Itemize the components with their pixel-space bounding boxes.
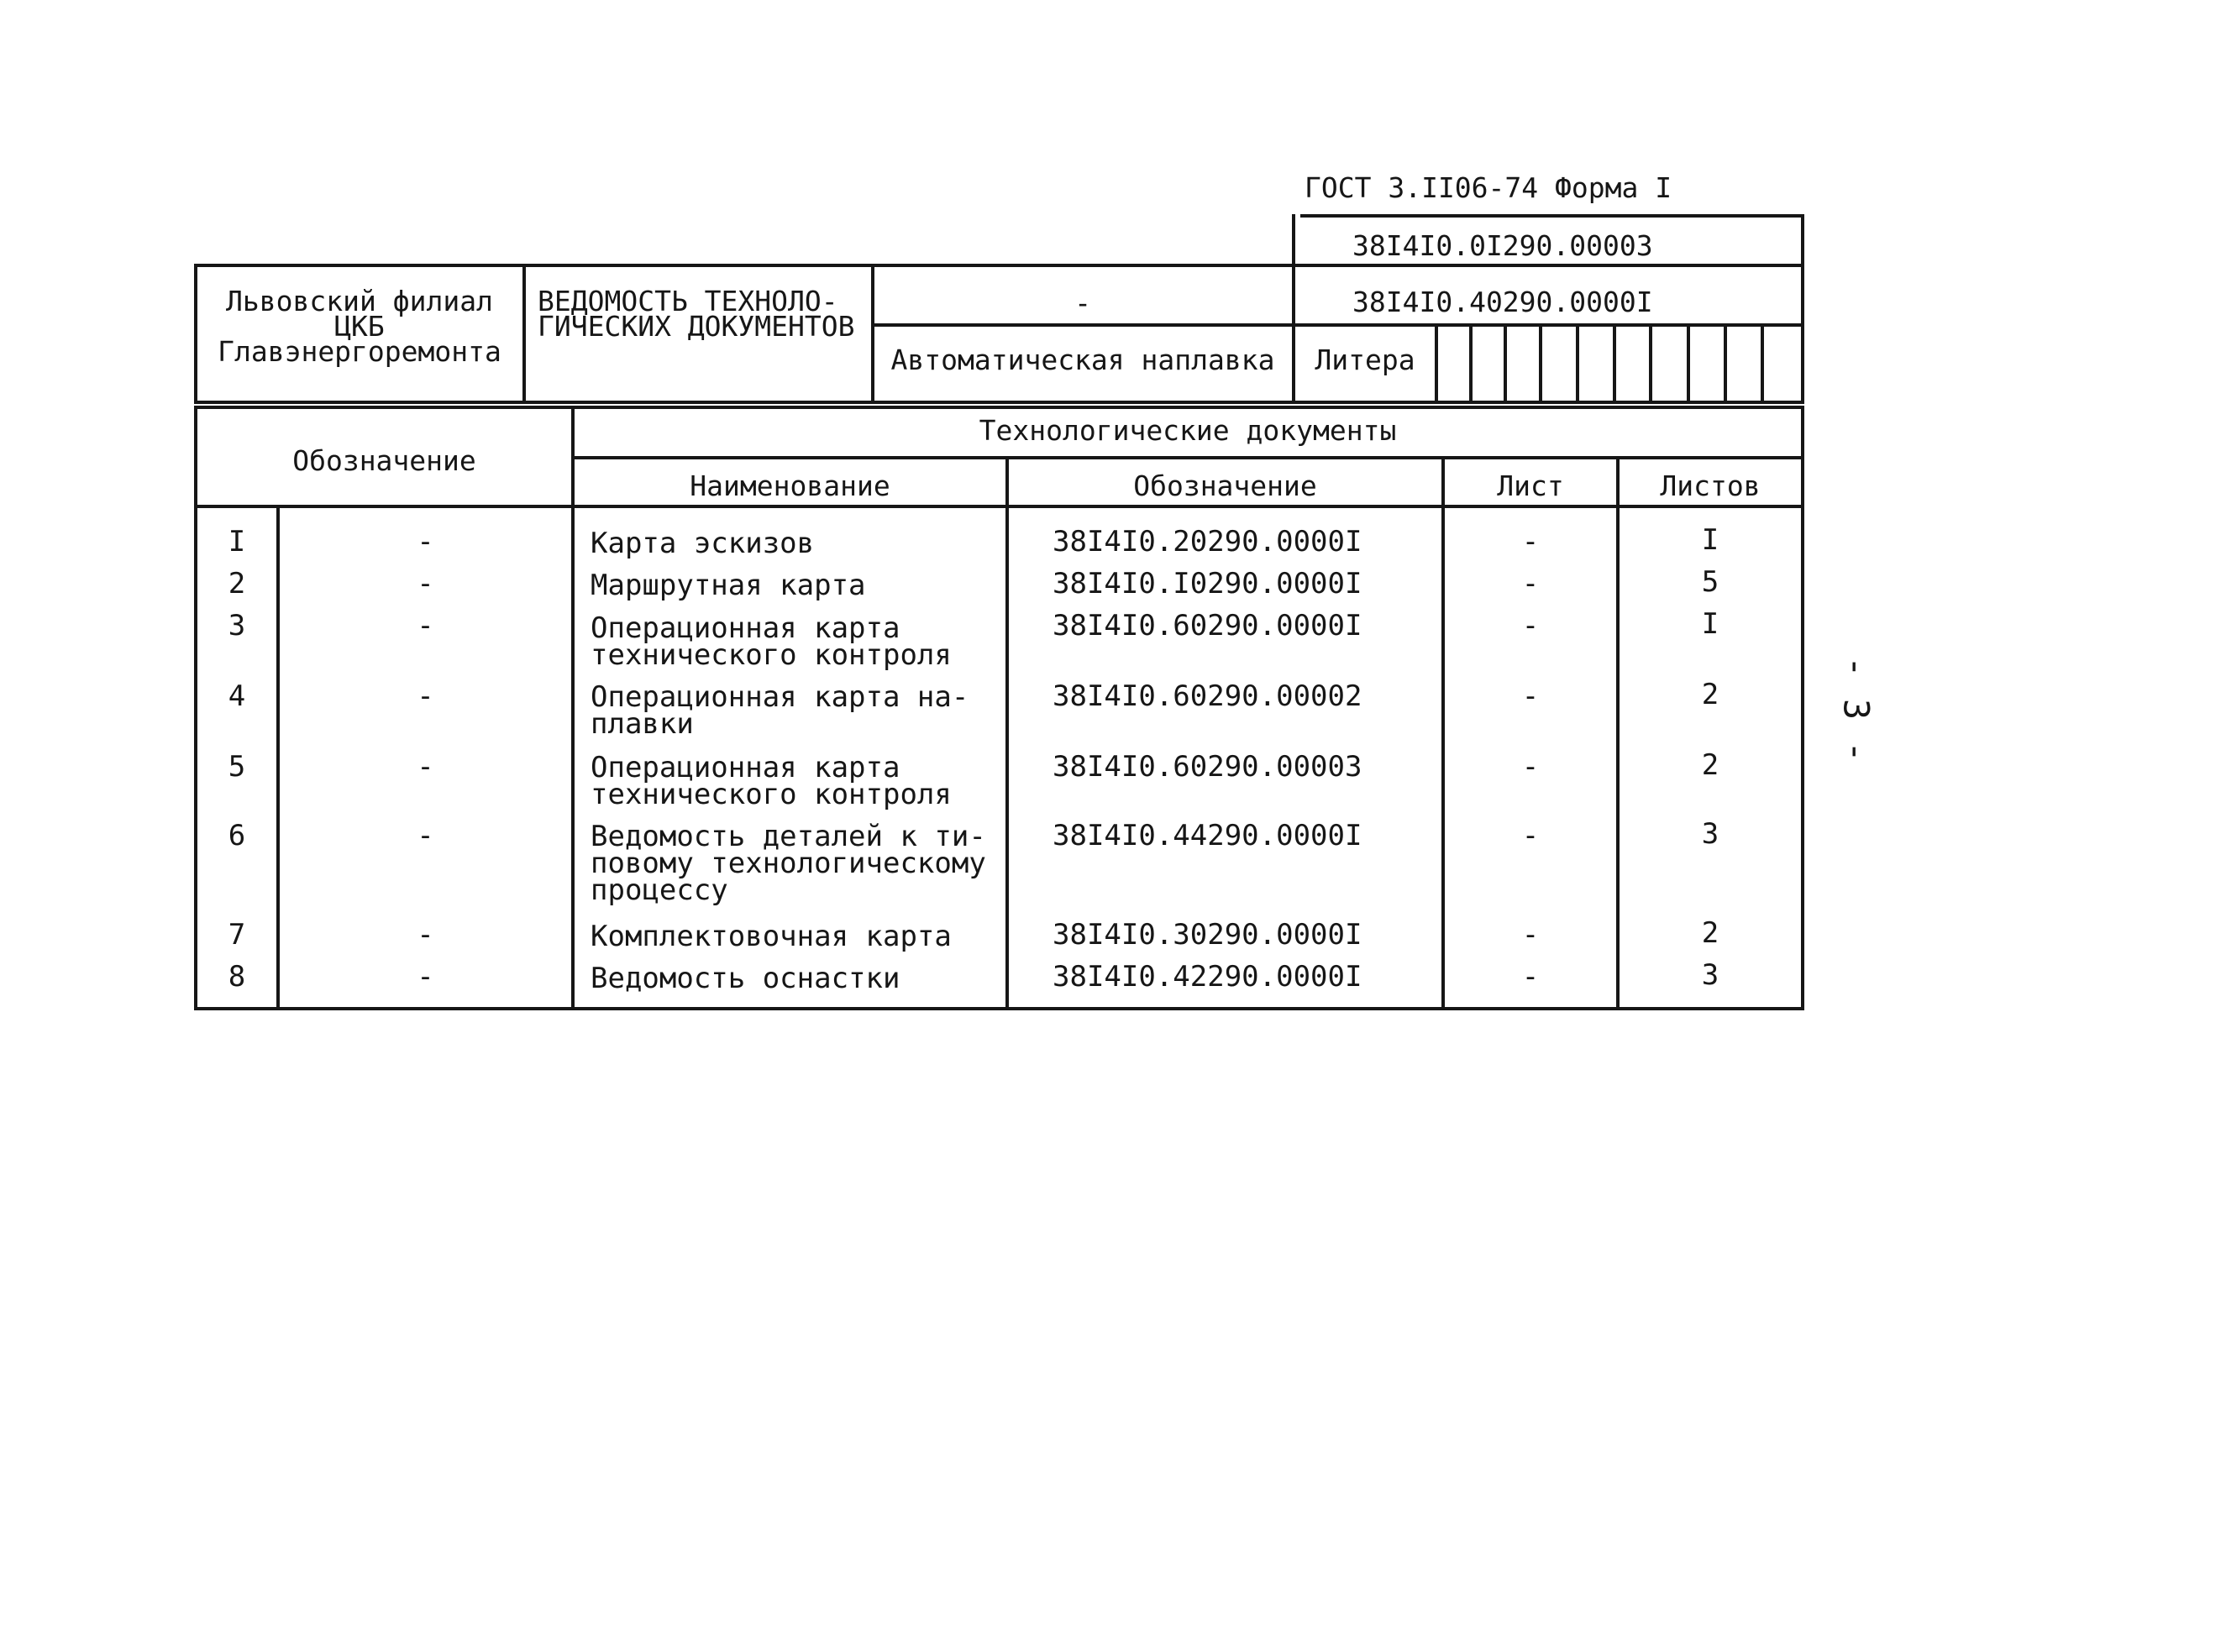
row-name-line: технического контроля [591,638,952,672]
row-list: - [1521,750,1540,784]
row-number: 4 [228,679,246,713]
doc-code-1: 38I4I0.0I290.00003 [1352,229,1653,262]
row-listov: 3 [1701,958,1719,992]
header-tech-docs: Технологические документы [979,414,1397,447]
page-number: - 3 - [1835,656,1877,763]
form-label: ГОСТ 3.II06-74 Форма I [1305,171,1672,204]
header-list: Лист [1497,469,1564,502]
header-oboznachenie-left: Обозначение [292,444,476,477]
row-listov: I [1701,607,1719,641]
litera-label: Литера [1315,344,1415,376]
row-name: Карта эскизов [591,527,815,560]
document-title [538,285,855,343]
row-name: Маршрутная карта [591,569,866,602]
row-oboznachenie: - [417,750,434,784]
org-line-2: ЦКБ [334,310,385,343]
org-line-1: Львовский филиал [226,285,493,317]
title-line-2: ГИЧЕСКИХ ДОКУМЕНТОВ [538,310,855,343]
row-oboznachenie: - [417,819,434,852]
row-code: 38I4I0.I0290.0000I [1053,567,1362,600]
row-list: - [1521,567,1540,600]
row-name-line: плавки [591,707,694,741]
row-number: 7 [228,918,246,952]
row-listov: 5 [1701,565,1719,599]
title-dash: - [1074,286,1091,319]
row-list: - [1521,609,1540,642]
row-list: - [1521,679,1540,713]
header-name: Наименование [690,469,890,502]
row-oboznachenie: - [417,679,434,713]
row-name-line: Операционная карта [591,751,900,784]
row-oboznachenie: - [417,525,434,559]
row-code: 38I4I0.60290.0000I [1053,609,1362,642]
row-number: I [228,525,246,559]
row-listov: 2 [1701,748,1719,782]
row-name-line: Операционная карта на- [591,680,969,714]
row-code: 38I4I0.44290.0000I [1053,819,1362,852]
row-list: - [1521,960,1540,994]
row-name-line: повому технологическому [591,847,986,880]
row-code: 38I4I0.30290.0000I [1053,918,1362,952]
row-name [591,751,952,811]
row-list: - [1521,918,1540,952]
row-listov: 3 [1701,817,1719,851]
row-listov: I [1701,523,1719,557]
row-number: 2 [228,567,246,600]
row-number: 6 [228,819,246,852]
header-code: Обозначение [1133,469,1317,502]
row-list: - [1521,525,1540,559]
row-name-line: Ведомость деталей к ти- [591,820,986,853]
title-line-1: ВЕДОМОСТЬ ТЕХНОЛО- [538,285,838,317]
row-number: 3 [228,609,246,642]
row-code: 38I4I0.60290.00002 [1053,679,1362,713]
row-name-line: процессу [591,873,728,907]
row-number: 8 [228,960,246,994]
row-code: 38I4I0.20290.0000I [1053,525,1362,559]
header-listov: Листов [1660,469,1761,502]
row-code: 38I4I0.42290.0000I [1053,960,1362,994]
organization-name [198,285,521,368]
row-code: 38I4I0.60290.00003 [1053,750,1362,784]
row-listov: 2 [1701,678,1719,711]
row-name [591,611,952,672]
row-name-line: технического контроля [591,778,952,811]
row-oboznachenie: - [417,960,434,994]
row-list: - [1521,819,1540,852]
row-name-line: Операционная карта [591,611,900,645]
process-name: Автоматическая наплавка [890,344,1275,376]
row-name: Ведомость оснастки [591,962,900,995]
row-number: 5 [228,750,246,784]
org-line-3: Главэнергоремонта [218,335,501,368]
row-oboznachenie: - [417,609,434,642]
row-oboznachenie: - [417,567,434,600]
row-name [591,820,986,907]
row-listov: 2 [1701,916,1719,950]
doc-code-2: 38I4I0.40290.0000I [1352,286,1653,318]
row-oboznachenie: - [417,918,434,952]
row-name [591,680,969,741]
row-name: Комплектовочная карта [591,920,952,953]
